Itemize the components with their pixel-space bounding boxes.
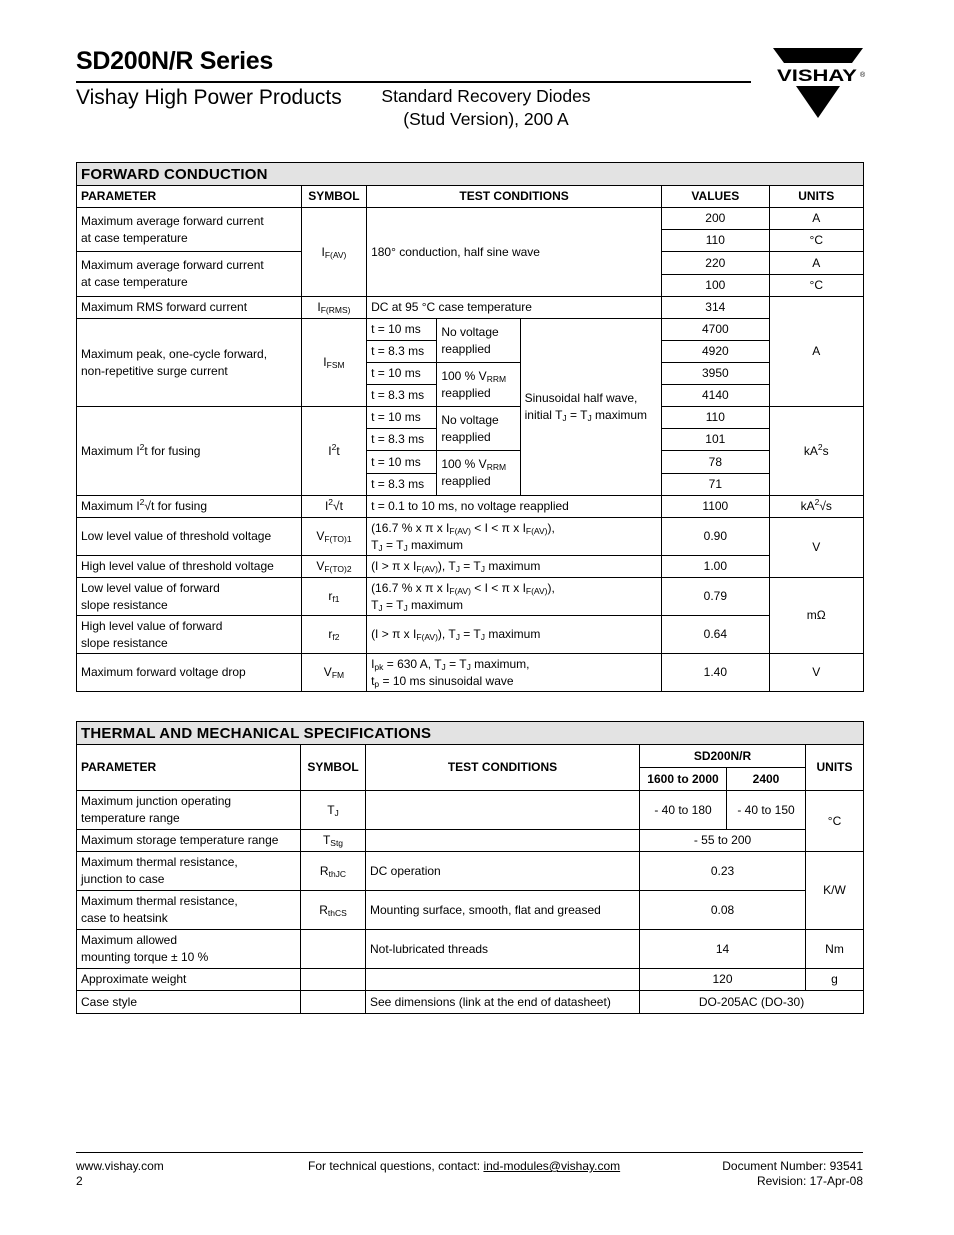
value-rms: 314: [662, 297, 769, 319]
unit-i2rt: $kA^2√s$: [769, 496, 863, 518]
col-header-parameter: PARAMETER: [77, 745, 301, 791]
unit-favg-2: °C: [769, 230, 863, 252]
cond-see-dimensions: See dimensions (link at the end of datasheet): [366, 991, 640, 1014]
value-fsm-2: 4920: [662, 341, 769, 363]
symbol-empty: [301, 991, 366, 1014]
cond-high-level: (I > π x $I_{F(AV)}$), $T_J = T_J$ maximum: [367, 616, 662, 654]
col-header-units: UNITS: [769, 186, 863, 208]
param-thermal-resistance-jc: Maximum thermal resistance, junction to case: [77, 852, 301, 891]
logo-wordmark: VISHAY: [777, 66, 858, 85]
cond-low-level: (16.7 % x π x $I_{F(AV)} < I < \pi$ x $I_{F(AV)}$), $T_J = T_J$ maximum: [367, 518, 662, 556]
time-8-3ms: t = 8.3 ms: [367, 474, 437, 496]
contact-email-link[interactable]: ind-modules@vishay.com: [483, 1159, 621, 1173]
unit-favg-3: A: [769, 252, 863, 275]
value-rf1: 0.79: [662, 578, 769, 616]
symbol-vfto2: $V_{F(TO)2}$: [301, 556, 366, 578]
series-title: SD200N/R Series: [76, 47, 274, 75]
symbol-if-rms: $I_{F(RMS)}$: [301, 297, 366, 319]
param-i2t-fusing: Maximum $I^2t$ for fusing: [77, 407, 302, 496]
value-tj-1600: - 40 to 180: [640, 791, 727, 830]
param-forward-voltage-drop: Maximum forward voltage drop: [77, 654, 302, 692]
footer-website-link[interactable]: www.vishay.com: [76, 1159, 164, 1173]
col-header-2400: 2400: [727, 768, 806, 791]
col-header-units: UNITS: [806, 745, 864, 791]
page-number: 2: [76, 1174, 83, 1188]
value-fsm-4: 4140: [662, 385, 769, 407]
symbol-rthjc: $R_{thJC}$: [301, 852, 366, 891]
symbol-rthcs: $R_{thCS}$: [301, 891, 366, 930]
forward-section-title: FORWARD CONDUCTION: [77, 163, 864, 186]
logo-top-band: [773, 48, 863, 63]
param-low-slope-resistance: Low level value of forward slope resistance: [77, 578, 302, 616]
time-10ms: t = 10 ms: [367, 363, 437, 385]
value-vfm: 1.40: [662, 654, 769, 692]
cond-empty: [366, 969, 640, 991]
cond-100-vrrm: 100 % $V_{RRM}$ reapplied: [437, 363, 520, 407]
col-header-parameter: PARAMETER: [77, 186, 302, 208]
time-10ms: t = 10 ms: [367, 451, 437, 474]
symbol-tstg: $T_{Stg}$: [301, 830, 366, 852]
symbol-vfto1: $V_{F(TO)1}$: [301, 518, 366, 556]
cond-empty: [366, 791, 640, 830]
param-approximate-weight: Approximate weight: [77, 969, 301, 991]
col-header-1600-2000: 1600 to 2000: [640, 768, 727, 791]
cond-dc-95c: DC at 95 °C case temperature: [367, 297, 662, 319]
col-header-sd200nr: SD200N/R: [640, 745, 806, 768]
footer-contact: [308, 1159, 620, 1174]
value-favg-1: 200: [662, 208, 769, 230]
cond-low-level: (16.7 % x π x $I_{F(AV)} < I < \pi$ x $I_{F(AV)}$), $T_J = T_J$ maximum: [367, 578, 662, 616]
value-case-style: DO-205AC (DO-30): [640, 991, 864, 1014]
param-avg-forward-current-1: Maximum average forward current at case temperature: [77, 208, 302, 252]
unit-i2t: $kA^2s$: [769, 407, 863, 496]
cond-mounting-surface: Mounting surface, smooth, flat and greased: [366, 891, 640, 930]
cond-vfm: $I_{pk} = 630$ A, $T_J = T_J$ maximum, $t_p = 10$ ms sinusoidal wave: [367, 654, 662, 692]
param-low-threshold-voltage: Low level value of threshold voltage: [77, 518, 302, 556]
value-tstg: - 55 to 200: [640, 830, 806, 852]
symbol-tj: $T_J$: [301, 791, 366, 830]
param-i2rt-fusing: Maximum $I^2√t$ for fusing: [77, 496, 302, 518]
subtitle-line-2: (Stud Version), 200 A: [403, 109, 569, 129]
footer-left: [76, 1159, 164, 1189]
param-case-style: Case style: [77, 991, 301, 1014]
symbol-if-av: $I_{F(AV)}$: [301, 208, 366, 297]
symbol-rf1: $r_{f1}$: [301, 578, 366, 616]
value-i2t-2: 101: [662, 429, 769, 451]
unit-favg-1: A: [769, 208, 863, 230]
col-header-values: VALUES: [662, 186, 769, 208]
value-vfto1: 0.90: [662, 518, 769, 556]
param-high-slope-resistance: High level value of forward slope resistance: [77, 616, 302, 654]
cond-100-vrrm: 100 % $V_{RRM}$ reapplied: [437, 451, 520, 496]
cond-no-voltage: No voltage reapplied: [437, 407, 520, 451]
unit-weight: g: [806, 969, 864, 991]
param-thermal-resistance-cs: Maximum thermal resistance, case to heatsink: [77, 891, 301, 930]
value-favg-4: 100: [662, 275, 769, 297]
value-i2t-1: 110: [662, 407, 769, 429]
header-rule: [76, 81, 751, 83]
col-header-test-conditions: TEST CONDITIONS: [367, 186, 662, 208]
document-subtitle: [361, 85, 611, 131]
value-favg-3: 220: [662, 252, 769, 275]
value-rf2: 0.64: [662, 616, 769, 654]
cond-i2rt: t = 0.1 to 10 ms, no voltage reapplied: [367, 496, 662, 518]
symbol-empty: [301, 969, 366, 991]
cond-180-conduction: 180° conduction, half sine wave: [367, 208, 662, 297]
value-fsm-1: 4700: [662, 319, 769, 341]
value-favg-2: 110: [662, 230, 769, 252]
value-weight: 120: [640, 969, 806, 991]
cond-not-lubricated: Not-lubricated threads: [366, 930, 640, 969]
document-number: Document Number: 93541: [722, 1159, 863, 1173]
value-rthjc: 0.23: [640, 852, 806, 891]
unit-slope-resistance: mΩ: [769, 578, 863, 654]
symbol-rf2: $r_{f2}$: [301, 616, 366, 654]
time-10ms: t = 10 ms: [367, 319, 437, 341]
param-mounting-torque: Maximum allowed mounting torque ± 10 %: [77, 930, 301, 969]
vishay-logo: [770, 44, 866, 122]
col-header-test-conditions: TEST CONDITIONS: [366, 745, 640, 791]
param-rms-forward-current: Maximum RMS forward current: [77, 297, 302, 319]
value-vfto2: 1.00: [662, 556, 769, 578]
subtitle-line-1: Standard Recovery Diodes: [381, 86, 591, 106]
value-i2t-3: 78: [662, 451, 769, 474]
thermal-section-title: THERMAL AND MECHANICAL SPECIFICATIONS: [77, 722, 864, 745]
cond-no-voltage: No voltage reapplied: [437, 319, 520, 363]
unit-temperature: °C: [806, 791, 864, 852]
logo-triangle: [796, 86, 840, 118]
forward-conduction-table: [76, 162, 864, 692]
param-high-threshold-voltage: High level value of threshold voltage: [77, 556, 302, 578]
value-fsm-3: 3950: [662, 363, 769, 385]
thermal-mechanical-table: [76, 721, 864, 1014]
value-rthcs: 0.08: [640, 891, 806, 930]
col-header-symbol: SYMBOL: [301, 745, 366, 791]
cond-high-level: (I > π x $I_{F(AV)}$), $T_J = T_J$ maximum: [367, 556, 662, 578]
value-i2t-4: 71: [662, 474, 769, 496]
unit-fsm: A: [769, 297, 863, 407]
footer-right: [722, 1159, 863, 1189]
time-8-3ms: t = 8.3 ms: [367, 429, 437, 451]
value-i2rt: 1100: [662, 496, 769, 518]
cond-empty: [366, 830, 640, 852]
param-avg-forward-current-2: Maximum average forward current at case temperature: [77, 252, 302, 297]
unit-vfm: V: [769, 654, 863, 692]
symbol-vfm: $V_{FM}$: [301, 654, 366, 692]
symbol-i2rt: $I^2√t$: [301, 496, 366, 518]
param-peak-surge-current: Maximum peak, one-cycle forward, non-repetitive surge current: [77, 319, 302, 407]
time-8-3ms: t = 8.3 ms: [367, 341, 437, 363]
footer-rule: [76, 1152, 863, 1153]
symbol-ifsm: $I_{FSM}$: [301, 319, 366, 407]
cond-sinusoidal-half-wave: Sinusoidal half wave, initial $T_J = T_J$ maximum: [520, 319, 662, 496]
value-tj-2400: - 40 to 150: [727, 791, 806, 830]
contact-prefix: For technical questions, contact:: [308, 1159, 484, 1173]
value-torque: 14: [640, 930, 806, 969]
revision-date: Revision: 17-Apr-08: [756, 1174, 863, 1188]
logo-registered-mark: ®: [860, 72, 866, 79]
unit-threshold-voltage: V: [769, 518, 863, 578]
param-storage-temperature: Maximum storage temperature range: [77, 830, 301, 852]
symbol-empty: [301, 930, 366, 969]
cond-dc-operation: DC operation: [366, 852, 640, 891]
time-8-3ms: t = 8.3 ms: [367, 385, 437, 407]
unit-thermal-resistance: K/W: [806, 852, 864, 930]
time-10ms: t = 10 ms: [367, 407, 437, 429]
brand-line: Vishay High Power Products: [76, 86, 342, 109]
unit-favg-4: °C: [769, 275, 863, 297]
unit-torque: Nm: [806, 930, 864, 969]
symbol-i2t: $I^2t$: [301, 407, 366, 496]
param-junction-temperature: Maximum junction operating temperature range: [77, 791, 301, 830]
col-header-symbol: SYMBOL: [301, 186, 366, 208]
